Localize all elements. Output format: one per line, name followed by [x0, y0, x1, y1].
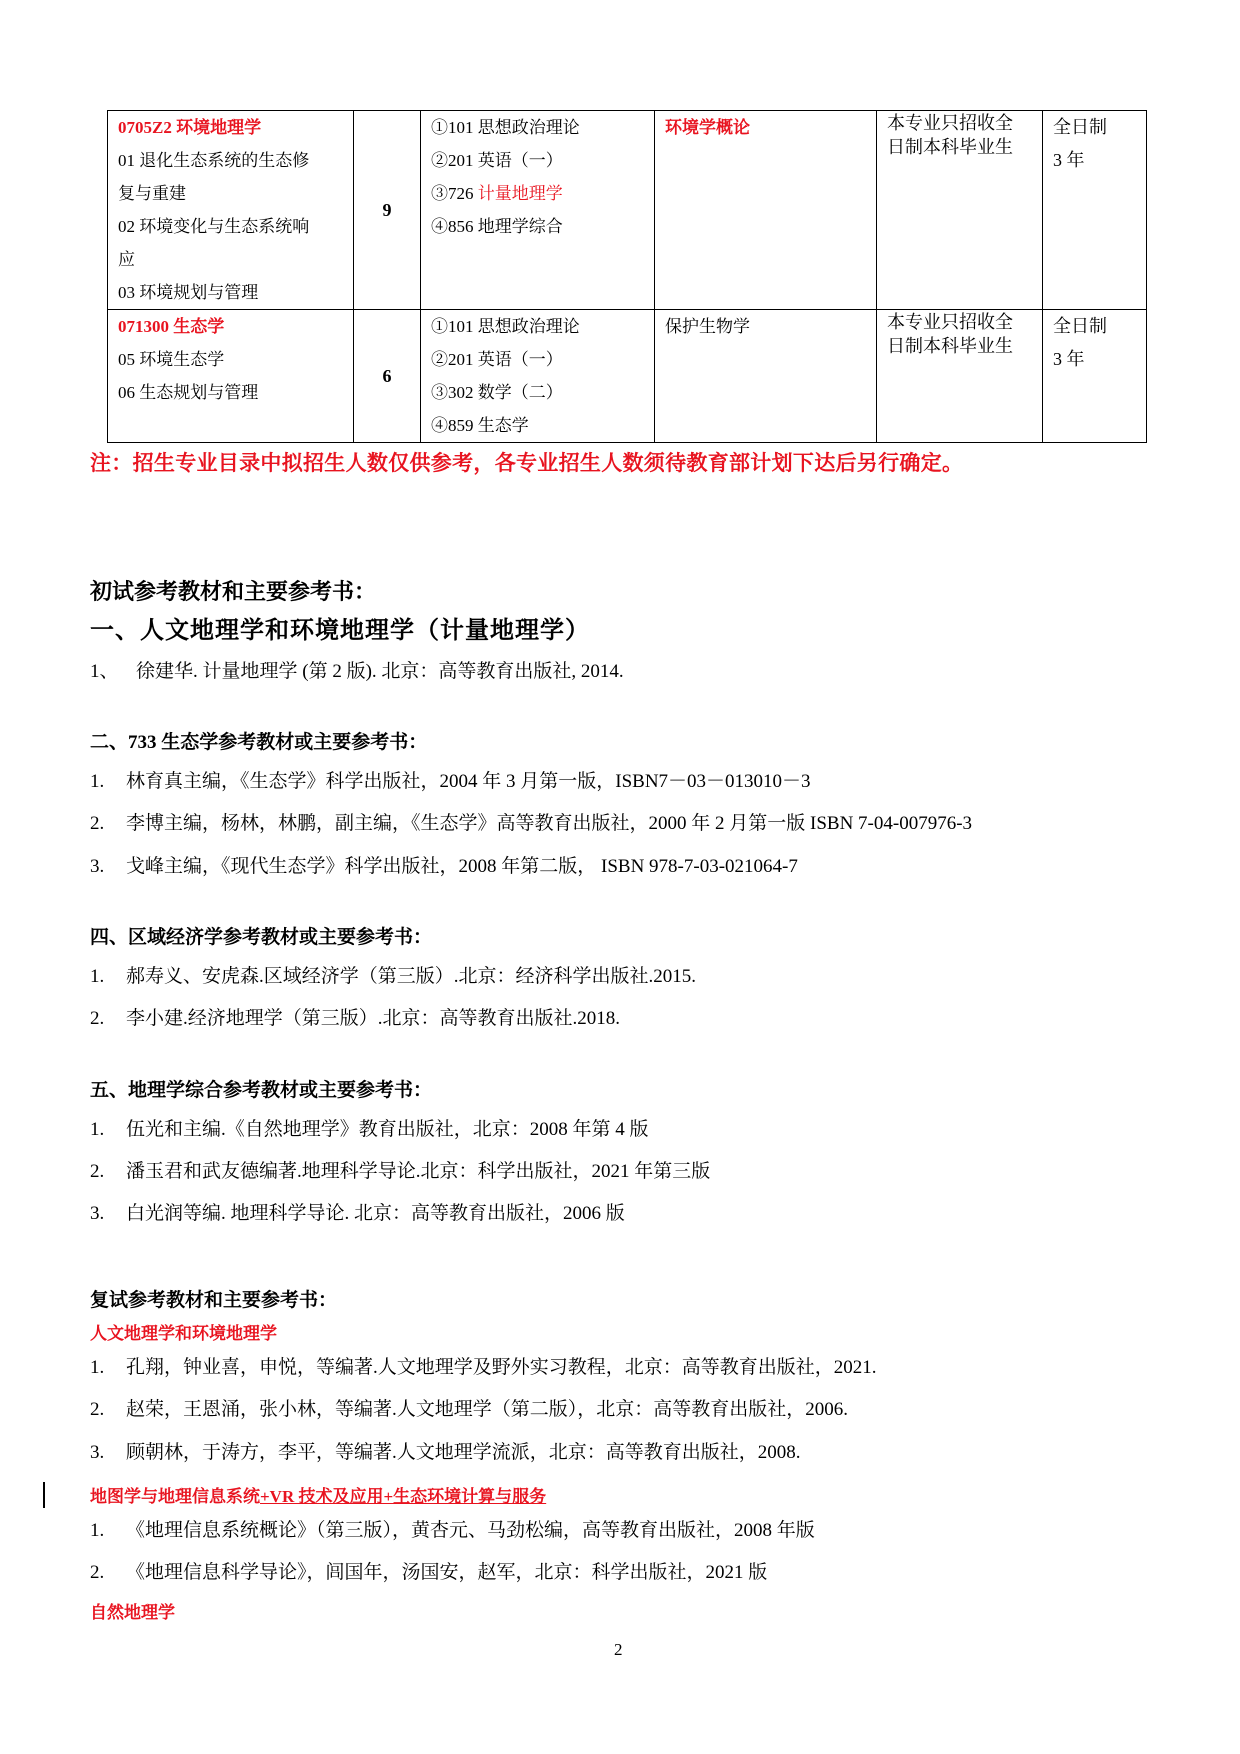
item-number: 2.	[90, 813, 105, 834]
retest-subject: 环境学概论	[655, 111, 877, 310]
direction-line: 01 退化生态系统的生态修	[118, 151, 310, 170]
list-item	[90, 851, 798, 878]
item-number: 3.	[90, 1442, 105, 1463]
direction-line: 05 环境生态学	[118, 350, 225, 369]
item-number: 1.	[90, 771, 105, 792]
list-item	[90, 1114, 649, 1141]
study-duration: 3 年	[1053, 150, 1085, 170]
list-item	[90, 1394, 848, 1421]
exam-subject: ②201 英语（一）	[431, 151, 563, 170]
exam-subject: ①101 思想政治理论	[431, 317, 580, 336]
heading-inserted: +VR 技术及应用+生态环境计算与服务	[260, 1487, 547, 1506]
table-row	[108, 111, 1147, 310]
study-mode: 全日制	[1053, 117, 1107, 137]
item-number: 1.	[90, 1357, 105, 1378]
section-heading: 五、地理学综合参考教材或主要参考书：	[90, 1080, 433, 1101]
list-item	[90, 656, 624, 683]
study-mode-cell	[1043, 310, 1147, 443]
major-cell	[108, 111, 354, 310]
catalog-table	[107, 110, 1147, 443]
note-line: 日制本科毕业生	[887, 336, 1013, 356]
item-number: 1.	[90, 966, 105, 987]
list-item	[90, 808, 972, 835]
item-number: 2.	[90, 1562, 105, 1583]
subsection-heading: 人文地理学和环境地理学	[90, 1324, 277, 1343]
item-text: 潘玉君和武友德编著.地理科学导论.北京：科学出版社，2021 年第三版	[126, 1161, 711, 1182]
exam-subject-prefix: ③726	[431, 184, 478, 203]
subsection-heading	[90, 1482, 546, 1507]
exam-subject: ③302 数学（二）	[431, 383, 563, 402]
exam-subjects-cell	[421, 111, 655, 310]
major-code-name: 0705Z2 环境地理学	[118, 118, 262, 137]
exam-subject: ②201 英语（一）	[431, 350, 563, 369]
item-number: 3.	[90, 856, 105, 877]
item-text: 李小建.经济地理学（第三版）.北京：高等教育出版社.2018.	[126, 1008, 621, 1029]
exam-subjects-cell	[421, 310, 655, 443]
exam-subject-highlight: 计量地理学	[477, 184, 563, 203]
item-number: 2.	[90, 1008, 105, 1029]
list-item	[90, 1437, 801, 1464]
enrollment-disclaimer: 注：招生专业目录中拟招生人数仅供参考，各专业招生人数须待教育部计划下达后另行确定。	[90, 451, 964, 475]
item-text: 郝寿义、安虎森.区域经济学（第三版）.北京：经济科学出版社.2015.	[126, 966, 697, 987]
direction-line: 02 环境变化与生态系统响	[118, 217, 310, 236]
table-row	[108, 310, 1147, 443]
study-mode: 全日制	[1053, 316, 1107, 336]
exam-subject: ④859 生态学	[431, 416, 529, 435]
item-text: 林育真主编，《生态学》科学出版社，2004 年 3 月第一版，ISBN7－03－013010－3	[126, 771, 811, 792]
direction-line: 06 生态规划与管理	[118, 383, 259, 402]
retest-references-title: 复试参考教材和主要参考书：	[90, 1290, 338, 1311]
subsection-heading: 自然地理学	[90, 1603, 175, 1622]
section-heading: 一、人文地理学和环境地理学（计量地理学）	[90, 618, 590, 644]
direction-line: 应	[118, 250, 135, 269]
item-text: 白光润等编. 地理科学导论. 北京：高等教育出版社，2006 版	[126, 1203, 625, 1224]
item-number: 3.	[90, 1203, 105, 1224]
item-number: 1、	[90, 661, 119, 682]
item-text: 顾朝林，于涛方，李平，等编著.人文地理学流派，北京：高等教育出版社，2008.	[126, 1442, 801, 1463]
item-number: 2.	[90, 1161, 105, 1182]
direction-line: 复与重建	[118, 184, 186, 203]
item-text: 徐建华. 计量地理学 (第 2 版). 北京：高等教育出版社, 2014.	[136, 661, 624, 682]
list-item	[90, 1557, 767, 1584]
list-item	[90, 1352, 877, 1379]
note-line: 本专业只招收全	[887, 113, 1013, 133]
item-number: 1.	[90, 1119, 105, 1140]
note-line: 日制本科毕业生	[887, 137, 1013, 157]
item-text: 赵荣，王恩涌，张小林，等编著.人文地理学（第二版），北京：高等教育出版社，2006.	[126, 1399, 849, 1420]
list-item	[90, 961, 696, 988]
page-number: 2	[614, 1640, 623, 1659]
item-number: 1.	[90, 1520, 105, 1541]
major-cell	[108, 310, 354, 443]
list-item	[90, 1515, 815, 1542]
item-text: 伍光和主编.《自然地理学》教育出版社，北京：2008 年第 4 版	[126, 1119, 649, 1140]
study-duration: 3 年	[1053, 349, 1085, 369]
major-code-name: 071300 生态学	[118, 317, 225, 336]
list-item	[90, 766, 811, 793]
exam-subject	[431, 177, 654, 210]
enrollment-count: 6	[354, 310, 421, 443]
initial-references-title: 初试参考教材和主要参考书：	[90, 579, 377, 604]
item-text: 李博主编，杨林，林鹏，副主编，《生态学》高等教育出版社，2000 年 2 月第一版 ISBN 7-04-007976-3	[126, 813, 973, 834]
heading-plain: 地图学与地理信息系统	[90, 1487, 260, 1506]
exam-subject: ④856 地理学综合	[431, 217, 563, 236]
study-mode-cell	[1043, 111, 1147, 310]
section-heading: 二、733 生态学参考教材或主要参考书：	[90, 732, 428, 753]
note-cell	[877, 310, 1043, 443]
list-item	[90, 1198, 625, 1225]
direction-line: 03 环境规划与管理	[118, 283, 259, 302]
item-text: 孔翔，钟业喜，申悦，等编著.人文地理学及野外实习教程，北京：高等教育出版社，2021.	[126, 1357, 877, 1378]
item-text: 《地理信息科学导论》，闾国年，汤国安，赵军，北京：科学出版社，2021 版	[126, 1562, 768, 1583]
enrollment-count: 9	[354, 111, 421, 310]
exam-subject: ①101 思想政治理论	[431, 118, 580, 137]
text-cursor	[43, 1482, 45, 1508]
item-text: 《地理信息系统概论》（第三版），黄杏元、马劲松编，高等教育出版社，2008 年版	[126, 1520, 815, 1541]
note-line: 本专业只招收全	[887, 312, 1013, 332]
list-item	[90, 1003, 620, 1030]
section-heading: 四、区域经济学参考教材或主要参考书：	[90, 927, 433, 948]
note-cell	[877, 111, 1043, 310]
list-item	[90, 1156, 710, 1183]
item-number: 2.	[90, 1399, 105, 1420]
item-text: 戈峰主编，《现代生态学》科学出版社，2008 年第二版， ISBN 978-7-03-021064-7	[126, 856, 798, 877]
retest-subject: 保护生物学	[655, 310, 877, 443]
